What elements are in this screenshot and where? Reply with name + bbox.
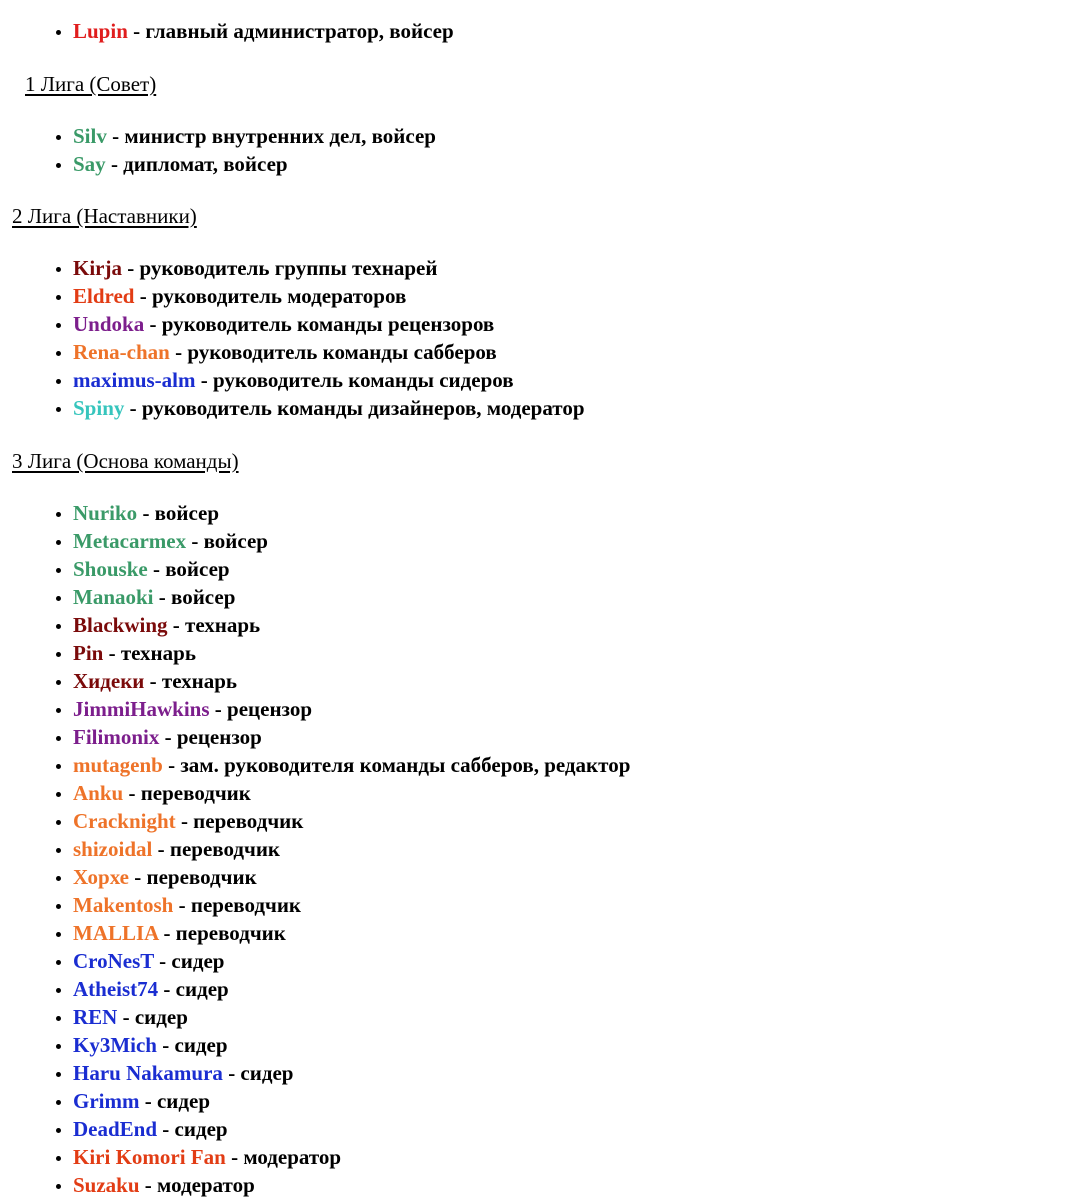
member-role: - руководитель команды сидеров: [195, 368, 514, 392]
member-item: [73, 1059, 630, 1087]
member-name: Хорхе: [73, 865, 129, 889]
member-item: [73, 723, 630, 751]
member-role: - дипломат, войсер: [105, 152, 288, 176]
member-role: - зам. руководителя команды сабберов, редактор: [162, 753, 631, 777]
member-role: - модератор: [139, 1173, 255, 1197]
member-name: Spiny: [73, 396, 125, 420]
member-name: Atheist74: [73, 977, 159, 1001]
member-role: - сидер: [157, 1033, 228, 1057]
member-item: [73, 527, 630, 555]
member-role: - руководитель группы технарей: [121, 256, 438, 280]
member-role: - переводчик: [123, 781, 251, 805]
member-role: - руководитель команды сабберов: [169, 340, 497, 364]
member-role: - модератор: [225, 1145, 342, 1169]
member-item: [73, 891, 630, 919]
member-role: - технарь: [167, 613, 261, 637]
member-name: Ky3Mich: [73, 1033, 157, 1057]
member-name: Shouske: [73, 557, 148, 581]
member-role: - руководитель команды дизайнеров, модератор: [124, 396, 585, 420]
member-item: [73, 310, 585, 338]
member-role: - войсер: [147, 557, 230, 581]
member-item: [73, 366, 585, 394]
member-name: shizoidal: [73, 837, 153, 861]
members-list-league-2: [0, 254, 585, 422]
member-role: - сидер: [117, 1005, 188, 1029]
member-name: Undoka: [73, 312, 145, 336]
member-item: [73, 807, 630, 835]
member-name: Blackwing: [73, 613, 168, 637]
member-name: Say: [73, 152, 106, 176]
member-role: - переводчик: [175, 809, 304, 833]
member-role: - сидер: [158, 977, 229, 1001]
member-item: [73, 779, 630, 807]
member-item: [73, 150, 436, 178]
member-name: Suzaku: [73, 1173, 140, 1197]
member-name: Nuriko: [73, 501, 138, 525]
member-item: [73, 695, 630, 723]
member-item: [73, 667, 630, 695]
member-name: Anku: [73, 781, 124, 805]
league-2-heading[interactable]: 2 Лига (Наставники): [12, 204, 197, 228]
member-role: - технарь: [103, 641, 196, 665]
member-role: - главный администратор, войсер: [127, 19, 454, 43]
member-name: Silv: [73, 124, 107, 148]
member-item: [73, 555, 630, 583]
member-item: [73, 122, 436, 150]
member-name: DeadEnd: [73, 1117, 158, 1141]
members-list-league-1: [0, 122, 436, 178]
member-name: Haru Nakamura: [73, 1061, 223, 1085]
member-item: [73, 1087, 630, 1115]
member-name: Makentosh: [73, 893, 174, 917]
member-item: [73, 1143, 630, 1171]
members-list-admin: [0, 17, 454, 45]
member-role: - сидер: [153, 949, 225, 973]
member-item: [73, 394, 585, 422]
member-item: [73, 863, 630, 891]
member-role: - сидер: [157, 1117, 228, 1141]
league-3-heading[interactable]: 3 Лига (Основа команды): [12, 449, 239, 473]
member-item: [73, 975, 630, 1003]
member-name: Eldred: [73, 284, 135, 308]
member-name: REN: [73, 1005, 118, 1029]
member-item: [73, 639, 630, 667]
member-name: Filimonix: [73, 725, 160, 749]
member-name: Grimm: [73, 1089, 140, 1113]
member-item: [73, 611, 630, 639]
members-list-league-3: [0, 499, 630, 1199]
member-item: [73, 1003, 630, 1031]
member-role: - министр внутренних дел, войсер: [106, 124, 436, 148]
member-role: - технарь: [144, 669, 238, 693]
member-name: mutagenb: [73, 753, 163, 777]
member-item: [73, 1031, 630, 1059]
member-role: - сидер: [222, 1061, 294, 1085]
member-role: - переводчик: [129, 865, 257, 889]
member-role: - сидер: [139, 1089, 211, 1113]
league-1-heading[interactable]: 1 Лига (Совет): [25, 72, 157, 96]
member-role: - войсер: [186, 529, 268, 553]
member-name: Manaoki: [73, 585, 154, 609]
member-item: [73, 254, 585, 282]
member-role: - руководитель команды рецензоров: [144, 312, 495, 336]
member-item: [73, 1171, 630, 1199]
member-name: Kirja: [73, 256, 122, 280]
member-item: [73, 1115, 630, 1143]
member-role: - руководитель модераторов: [134, 284, 407, 308]
member-name: Cracknight: [73, 809, 176, 833]
member-role: - рецензор: [209, 697, 313, 721]
member-name: Metacarmex: [73, 529, 187, 553]
member-role: - войсер: [153, 585, 236, 609]
member-name: MALLIA: [73, 921, 159, 945]
member-role: - переводчик: [158, 921, 286, 945]
member-item: [73, 835, 630, 863]
member-item: [73, 282, 585, 310]
member-item: [73, 338, 585, 366]
member-item: [73, 919, 630, 947]
member-name: Pin: [73, 641, 104, 665]
member-role: - переводчик: [173, 893, 302, 917]
member-name: Lupin: [73, 19, 128, 43]
member-item: [73, 947, 630, 975]
member-item: [73, 499, 630, 527]
member-name: Хидеки: [73, 669, 145, 693]
member-name: Rena-chan: [73, 340, 170, 364]
member-item: [73, 583, 630, 611]
member-role: - войсер: [137, 501, 220, 525]
member-name: Kiri Komori Fan: [73, 1145, 226, 1169]
member-role: - переводчик: [152, 837, 281, 861]
member-item: [73, 751, 630, 779]
member-name: CroNesT: [73, 949, 154, 973]
member-name: JimmiHawkins: [73, 697, 210, 721]
member-item: [73, 17, 454, 45]
member-role: - рецензор: [159, 725, 262, 749]
member-name: maximus-alm: [73, 368, 196, 392]
